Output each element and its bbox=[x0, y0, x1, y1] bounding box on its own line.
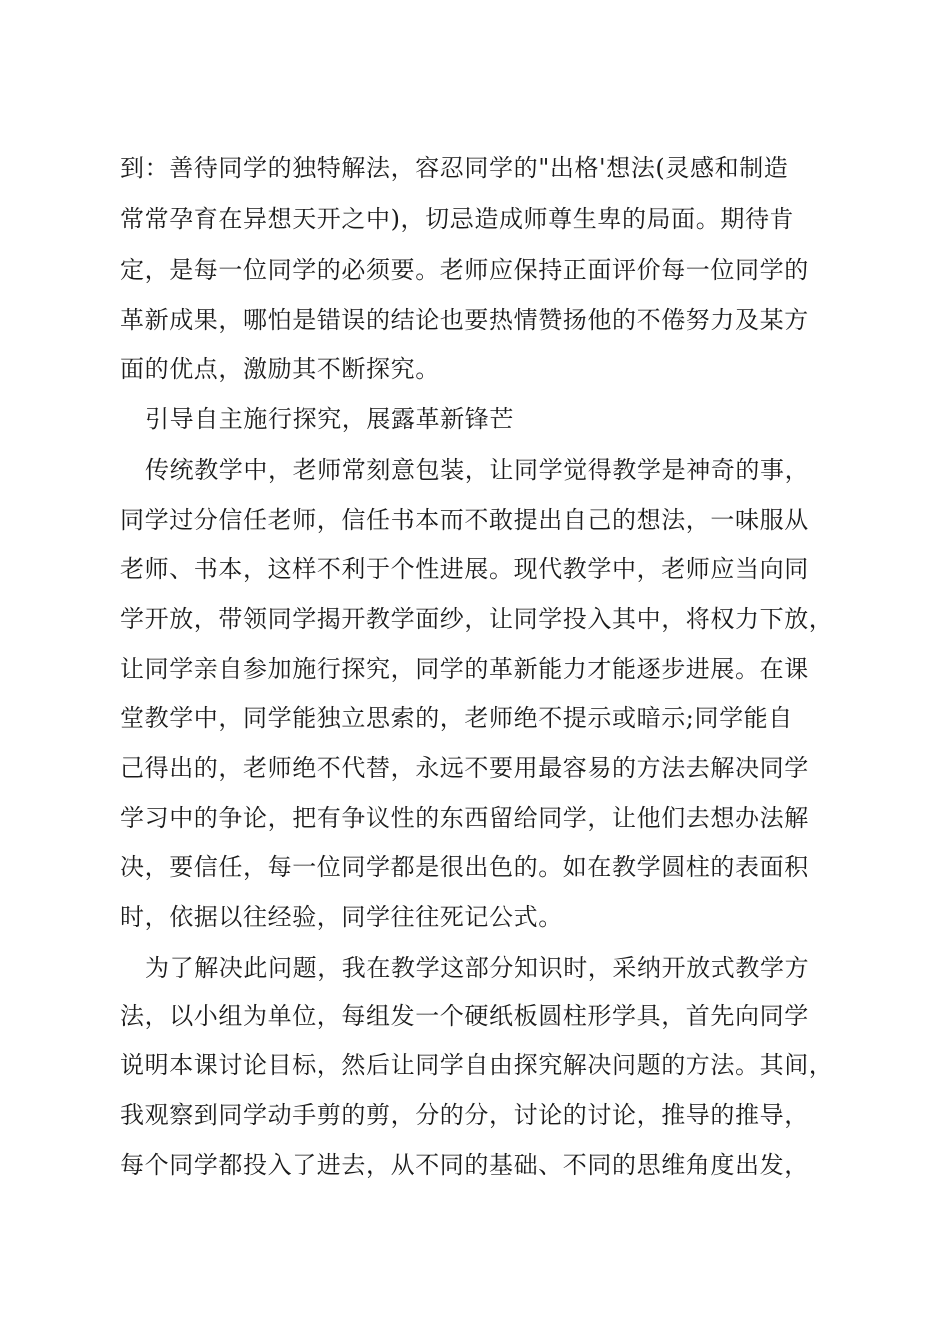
paragraph-line: 决，要信任，每一位同学都是很出色的。如在教学圆柱的表面积 bbox=[120, 853, 809, 881]
paragraph-line: 让同学亲自参加施行探究，同学的革新能力才能逐步进展。在课 bbox=[120, 655, 809, 683]
paragraph-line: 同学过分信任老师，信任书本而不敢提出自己的想法，一味服从 bbox=[120, 506, 809, 534]
paragraph-line: 到：善待同学的独特解法，容忍同学的"出格'想法(灵感和制造 bbox=[120, 154, 789, 182]
paragraph-line: 老师、书本，这样不利于个性进展。现代教学中，老师应当向同 bbox=[120, 555, 809, 583]
paragraph-line: 传统教学中，老师常刻意包装，让同学觉得教学是神奇的事， bbox=[145, 456, 810, 484]
paragraph-line: 学开放，带领同学揭开教学面纱，让同学投入其中，将权力下放， bbox=[120, 605, 834, 633]
paragraph-line: 常常孕育在异想天开之中)，切忌造成师尊生卑的局面。期待肯 bbox=[120, 205, 795, 233]
paragraph-line: 每个同学都投入了进去，从不同的基础、不同的思维角度出发， bbox=[120, 1151, 809, 1179]
paragraph-line: 我观察到同学动手剪的剪，分的分，讨论的讨论，推导的推导， bbox=[120, 1101, 809, 1129]
paragraph-line: 定，是每一位同学的必须要。老师应保持正面评价每一位同学的 bbox=[120, 256, 809, 284]
paragraph-line: 己得出的，老师绝不代替，永远不要用最容易的方法去解决同学 bbox=[120, 754, 809, 782]
paragraph-line: 说明本课讨论目标，然后让同学自由探究解决问题的方法。其间， bbox=[120, 1051, 834, 1079]
paragraph-line: 学习中的争论，把有争议性的东西留给同学，让他们去想办法解 bbox=[120, 804, 809, 832]
paragraph-line: 法，以小组为单位，每组发一个硬纸板圆柱形学具，首先向同学 bbox=[120, 1002, 809, 1030]
section-heading: 引导自主施行探究，展露革新锋芒 bbox=[145, 405, 514, 433]
paragraph-line: 面的优点，激励其不断探究。 bbox=[120, 355, 440, 383]
paragraph-line: 为了解决此问题，我在教学这部分知识时，采纳开放式教学方 bbox=[145, 954, 810, 982]
paragraph-line: 革新成果，哪怕是错误的结论也要热情赞扬他的不倦努力及某方 bbox=[120, 306, 809, 334]
paragraph-line: 堂教学中，同学能独立思索的，老师绝不提示或暗示;同学能自 bbox=[120, 704, 793, 732]
paragraph-line: 时，依据以往经验，同学往往死记公式。 bbox=[120, 903, 563, 931]
